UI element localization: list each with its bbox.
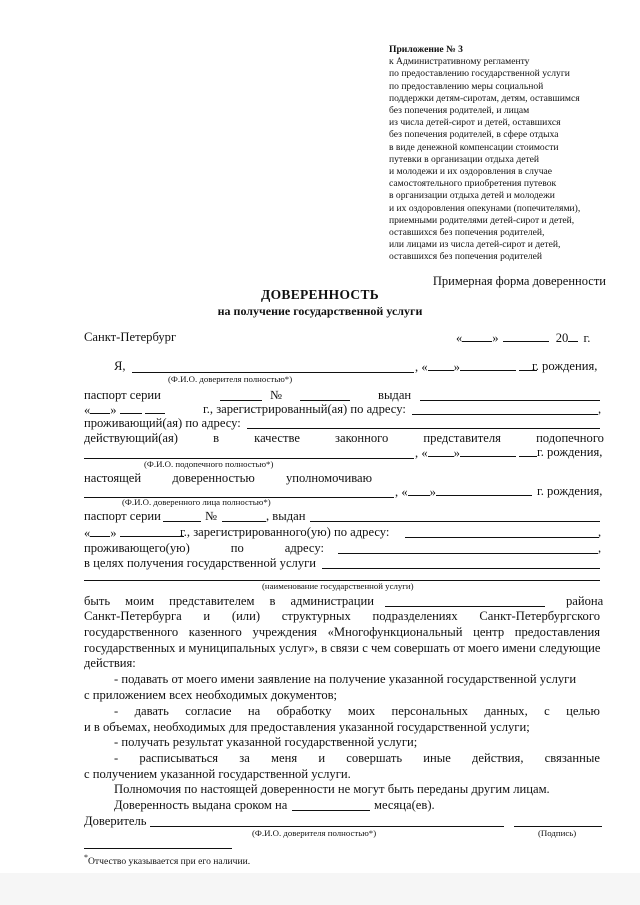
comma: , bbox=[415, 360, 419, 374]
bullet2-line1 bbox=[114, 704, 600, 719]
appendix-line: без попечения родителей, и лицам bbox=[389, 105, 530, 117]
word: уполномочиваю bbox=[285, 471, 372, 485]
footnote bbox=[84, 853, 250, 867]
passport-number-sign2: № bbox=[205, 509, 218, 523]
principal-name-field[interactable] bbox=[132, 372, 414, 373]
appendix-line: по предоставлению государственной услуги bbox=[389, 68, 570, 80]
word: за bbox=[239, 751, 250, 765]
open-quote: « bbox=[421, 446, 428, 460]
attorney-residing-line bbox=[84, 541, 324, 556]
residing-label: проживающий(ая) по адресу: bbox=[84, 416, 241, 430]
appendix-line: оставшихся без попечения родителей bbox=[389, 251, 543, 263]
open-quote: « bbox=[401, 485, 408, 499]
representative-line bbox=[84, 594, 374, 609]
birth-month-field[interactable] bbox=[460, 359, 516, 371]
word: действующий(ая) bbox=[84, 431, 178, 445]
issue-day-field[interactable] bbox=[90, 402, 110, 414]
ward-birth-day-field[interactable] bbox=[428, 445, 454, 457]
appendix-line: приемными родителями детей-сирот и детей, bbox=[389, 214, 575, 226]
registered2-label: г., зарегистрированного(ую) по адресу: bbox=[180, 525, 390, 539]
close-quote: » bbox=[453, 360, 460, 374]
date-line[interactable] bbox=[456, 330, 590, 346]
month-field[interactable] bbox=[503, 330, 549, 342]
comma: , bbox=[598, 402, 602, 416]
appendix-line: и молодежи и их оздоровления в случае bbox=[389, 166, 553, 178]
ward-caption: (Ф.И.О. подопечного полностью*) bbox=[144, 459, 274, 469]
word: моих bbox=[347, 704, 376, 718]
ward-birth-group bbox=[415, 445, 537, 461]
year-prefix: 20 bbox=[555, 331, 569, 345]
attorney-passport-number-field[interactable] bbox=[222, 521, 266, 522]
district-label: района bbox=[566, 594, 604, 608]
word: моим bbox=[125, 594, 155, 608]
word: подопечного bbox=[536, 431, 604, 445]
ward-birth-month-field[interactable] bbox=[460, 445, 516, 457]
word: - bbox=[114, 704, 119, 718]
word: обработку bbox=[276, 704, 332, 718]
bullet1-line2: с приложением всех необходимых документов; bbox=[84, 688, 338, 702]
issue-month-field[interactable] bbox=[120, 402, 142, 414]
appendix-line: из числа детей-сирот и детей, оставшихся bbox=[389, 117, 561, 129]
word: адресу: bbox=[284, 541, 324, 555]
close-quote: » bbox=[110, 403, 117, 417]
attorney-issue-day-field[interactable] bbox=[90, 525, 110, 537]
document-title: ДОВЕРЕННОСТЬ bbox=[261, 287, 379, 302]
word: и bbox=[318, 751, 326, 765]
sample-form-label: Примерная форма доверенности bbox=[432, 274, 606, 288]
service-name-field[interactable] bbox=[322, 568, 600, 569]
appendix-line: и их оздоровления опекунами (попечителями), bbox=[389, 202, 581, 214]
principal-label: Доверитель bbox=[84, 814, 147, 828]
term-prefix: Доверенность выдана сроком на bbox=[114, 798, 288, 812]
appendix-block bbox=[389, 44, 619, 264]
word: данных, bbox=[484, 704, 528, 718]
attorney-issue-date bbox=[84, 525, 184, 541]
day-field[interactable] bbox=[462, 330, 492, 342]
principal-caption: (Ф.И.О. доверителя полностью*) bbox=[168, 374, 293, 384]
appendix-line: оставшихся без попечения родителей, bbox=[389, 227, 545, 239]
close-quote: » bbox=[110, 526, 117, 540]
signature-field[interactable] bbox=[514, 826, 602, 827]
paragraph-line-5: действия: bbox=[84, 656, 136, 670]
footnote-mark: * bbox=[84, 853, 88, 862]
word: иные bbox=[423, 751, 451, 765]
word: согласие bbox=[185, 704, 232, 718]
footnote-divider bbox=[84, 848, 232, 849]
issued2-label: , выдан bbox=[266, 509, 306, 523]
appendix-line: в виде денежной компенсации стоимости bbox=[389, 141, 559, 153]
paragraph-line-2: Санкт-Петербурга и (или) структурных подразделениях Санкт-Петербургского bbox=[84, 609, 600, 623]
passport-number-field[interactable] bbox=[300, 400, 350, 401]
appendix-line: в организации отдыха детей и молодежи bbox=[389, 190, 555, 202]
attorney-birth-month-field[interactable] bbox=[436, 484, 532, 496]
birth-label: г. рождения, bbox=[532, 359, 598, 373]
issued-label: выдан bbox=[378, 388, 412, 402]
word: с bbox=[544, 704, 550, 718]
word: в bbox=[269, 594, 276, 608]
comma: , bbox=[598, 541, 602, 555]
close-quote: » bbox=[429, 485, 436, 499]
bullet4-line1 bbox=[114, 751, 600, 766]
issued-by-field[interactable] bbox=[420, 400, 600, 401]
passport-series2-label: паспорт серии bbox=[84, 509, 161, 523]
appendix-line: поддержки детям-сиротам, детям, оставшимся bbox=[389, 92, 580, 104]
passport-number-sign: № bbox=[270, 388, 283, 402]
word: проживающего(ую) bbox=[84, 541, 190, 555]
word: по bbox=[230, 541, 244, 555]
word: совершать bbox=[346, 751, 403, 765]
city: Санкт-Петербург bbox=[84, 330, 177, 344]
appendix-line: по предоставлению меры социальной bbox=[389, 80, 544, 92]
ward-birth-year-field[interactable] bbox=[519, 445, 537, 457]
term-months-field[interactable] bbox=[292, 810, 370, 811]
bullet2-line2: и в объемах, необходимых для предоставления указанной государственной услуги; bbox=[84, 720, 530, 734]
year-field[interactable] bbox=[568, 330, 578, 342]
district-field[interactable] bbox=[385, 606, 545, 607]
bullet3: - получать результат указанной государственной услуги; bbox=[114, 735, 418, 749]
residence-address-field[interactable] bbox=[247, 428, 600, 429]
appendix-lines bbox=[389, 56, 619, 263]
footnote-text: Отчество указывается при его наличии. bbox=[88, 856, 251, 868]
comma: , bbox=[415, 446, 419, 460]
appendix-line: или лицами из числа детей-сирот и детей, bbox=[389, 239, 561, 251]
open-quote: « bbox=[421, 360, 428, 374]
attorney-residence-field[interactable] bbox=[338, 553, 598, 554]
date-open-quote: « bbox=[456, 331, 463, 345]
attorney-registration-field[interactable] bbox=[405, 537, 599, 538]
ward-birth-label: г. рождения, bbox=[537, 445, 603, 459]
document-subtitle: на получение государственной услуги bbox=[217, 304, 423, 318]
close-quote: » bbox=[453, 446, 460, 460]
attorney-birth-day-field[interactable] bbox=[408, 484, 430, 496]
issue-year-field[interactable] bbox=[145, 402, 165, 414]
attorney-issued-by-field[interactable] bbox=[310, 521, 600, 522]
appendix-line: самостоятельного приобретения путевок bbox=[389, 178, 557, 190]
attorney-birth-label: г. рождения, bbox=[537, 484, 603, 498]
word: персональных bbox=[391, 704, 468, 718]
open-quote: « bbox=[84, 403, 91, 417]
page-bottom-margin bbox=[0, 873, 640, 905]
year-suffix: г. bbox=[583, 331, 591, 345]
word: в bbox=[213, 431, 220, 445]
word: законного bbox=[335, 431, 389, 445]
comma: , bbox=[598, 525, 602, 539]
appendix-line: без попечения родителей, в сфере отдыха bbox=[389, 129, 559, 141]
appendix-line: к Административному регламенту bbox=[389, 56, 530, 68]
word: целью bbox=[566, 704, 600, 718]
word: меня bbox=[271, 751, 298, 765]
term-suffix: месяца(ев). bbox=[374, 798, 435, 812]
registration-address-field[interactable] bbox=[412, 414, 598, 415]
attorney-passport-series-field[interactable] bbox=[163, 521, 201, 522]
passport-series-label: паспорт серии bbox=[84, 388, 161, 402]
word: представителем bbox=[169, 594, 255, 608]
bullet1-line1: - подавать от моего имени заявление на получение указанной государственной услуги bbox=[114, 672, 577, 686]
attorney-issue-month-field[interactable] bbox=[120, 525, 184, 537]
service-caption: (наименование государственной услуги) bbox=[262, 581, 414, 591]
word: представителя bbox=[423, 431, 501, 445]
birth-date-group bbox=[415, 359, 537, 375]
purpose-label: в целях получения государственной услуги bbox=[84, 556, 317, 570]
paragraph-line-3: государственного казенного учреждения «Многофункциональный центр предоставления bbox=[84, 625, 600, 639]
paragraph-line-4: государственных и муниципальных услуг», в связи с чем совершать от моего имени следующие bbox=[84, 641, 601, 655]
word: администрации bbox=[290, 594, 374, 608]
word: настоящей bbox=[84, 471, 142, 485]
appendix-line: путевки в организации отдыха детей bbox=[389, 153, 540, 165]
attorney-caption: (Ф.И.О. доверенного лица полностью*) bbox=[122, 497, 271, 507]
registered-label: г., зарегистрированный(ая) по адресу: bbox=[203, 402, 406, 416]
principal-fio-caption: (Ф.И.О. доверителя полностью*) bbox=[252, 828, 377, 838]
signature-caption: (Подпись) bbox=[538, 828, 577, 838]
open-quote: « bbox=[84, 526, 91, 540]
word: связанные bbox=[544, 751, 600, 765]
appendix-title: Приложение № 3 bbox=[389, 44, 463, 55]
birth-day-field[interactable] bbox=[428, 359, 454, 371]
word: - bbox=[114, 751, 119, 765]
principal-fio-field[interactable] bbox=[150, 826, 504, 827]
date-close-quote: » bbox=[492, 331, 499, 345]
ya-label: Я, bbox=[114, 359, 126, 373]
passport-series-field[interactable] bbox=[220, 400, 262, 401]
attorney-birth-group bbox=[395, 484, 532, 500]
word: на bbox=[247, 704, 261, 718]
word: действия, bbox=[472, 751, 524, 765]
bullet4-line2: с получением указанной государственной услуги. bbox=[84, 767, 351, 781]
word: давать bbox=[134, 704, 169, 718]
word: доверенностью bbox=[172, 471, 255, 485]
comma: , bbox=[395, 485, 399, 499]
word: качестве bbox=[254, 431, 300, 445]
authorize-line bbox=[84, 471, 372, 486]
word: быть bbox=[84, 594, 111, 608]
word: расписываться bbox=[139, 751, 219, 765]
acting-as-line bbox=[84, 431, 604, 446]
no-transfer-text: Полномочия по настоящей доверенности не могут быть переданы другим лицам. bbox=[114, 782, 550, 796]
